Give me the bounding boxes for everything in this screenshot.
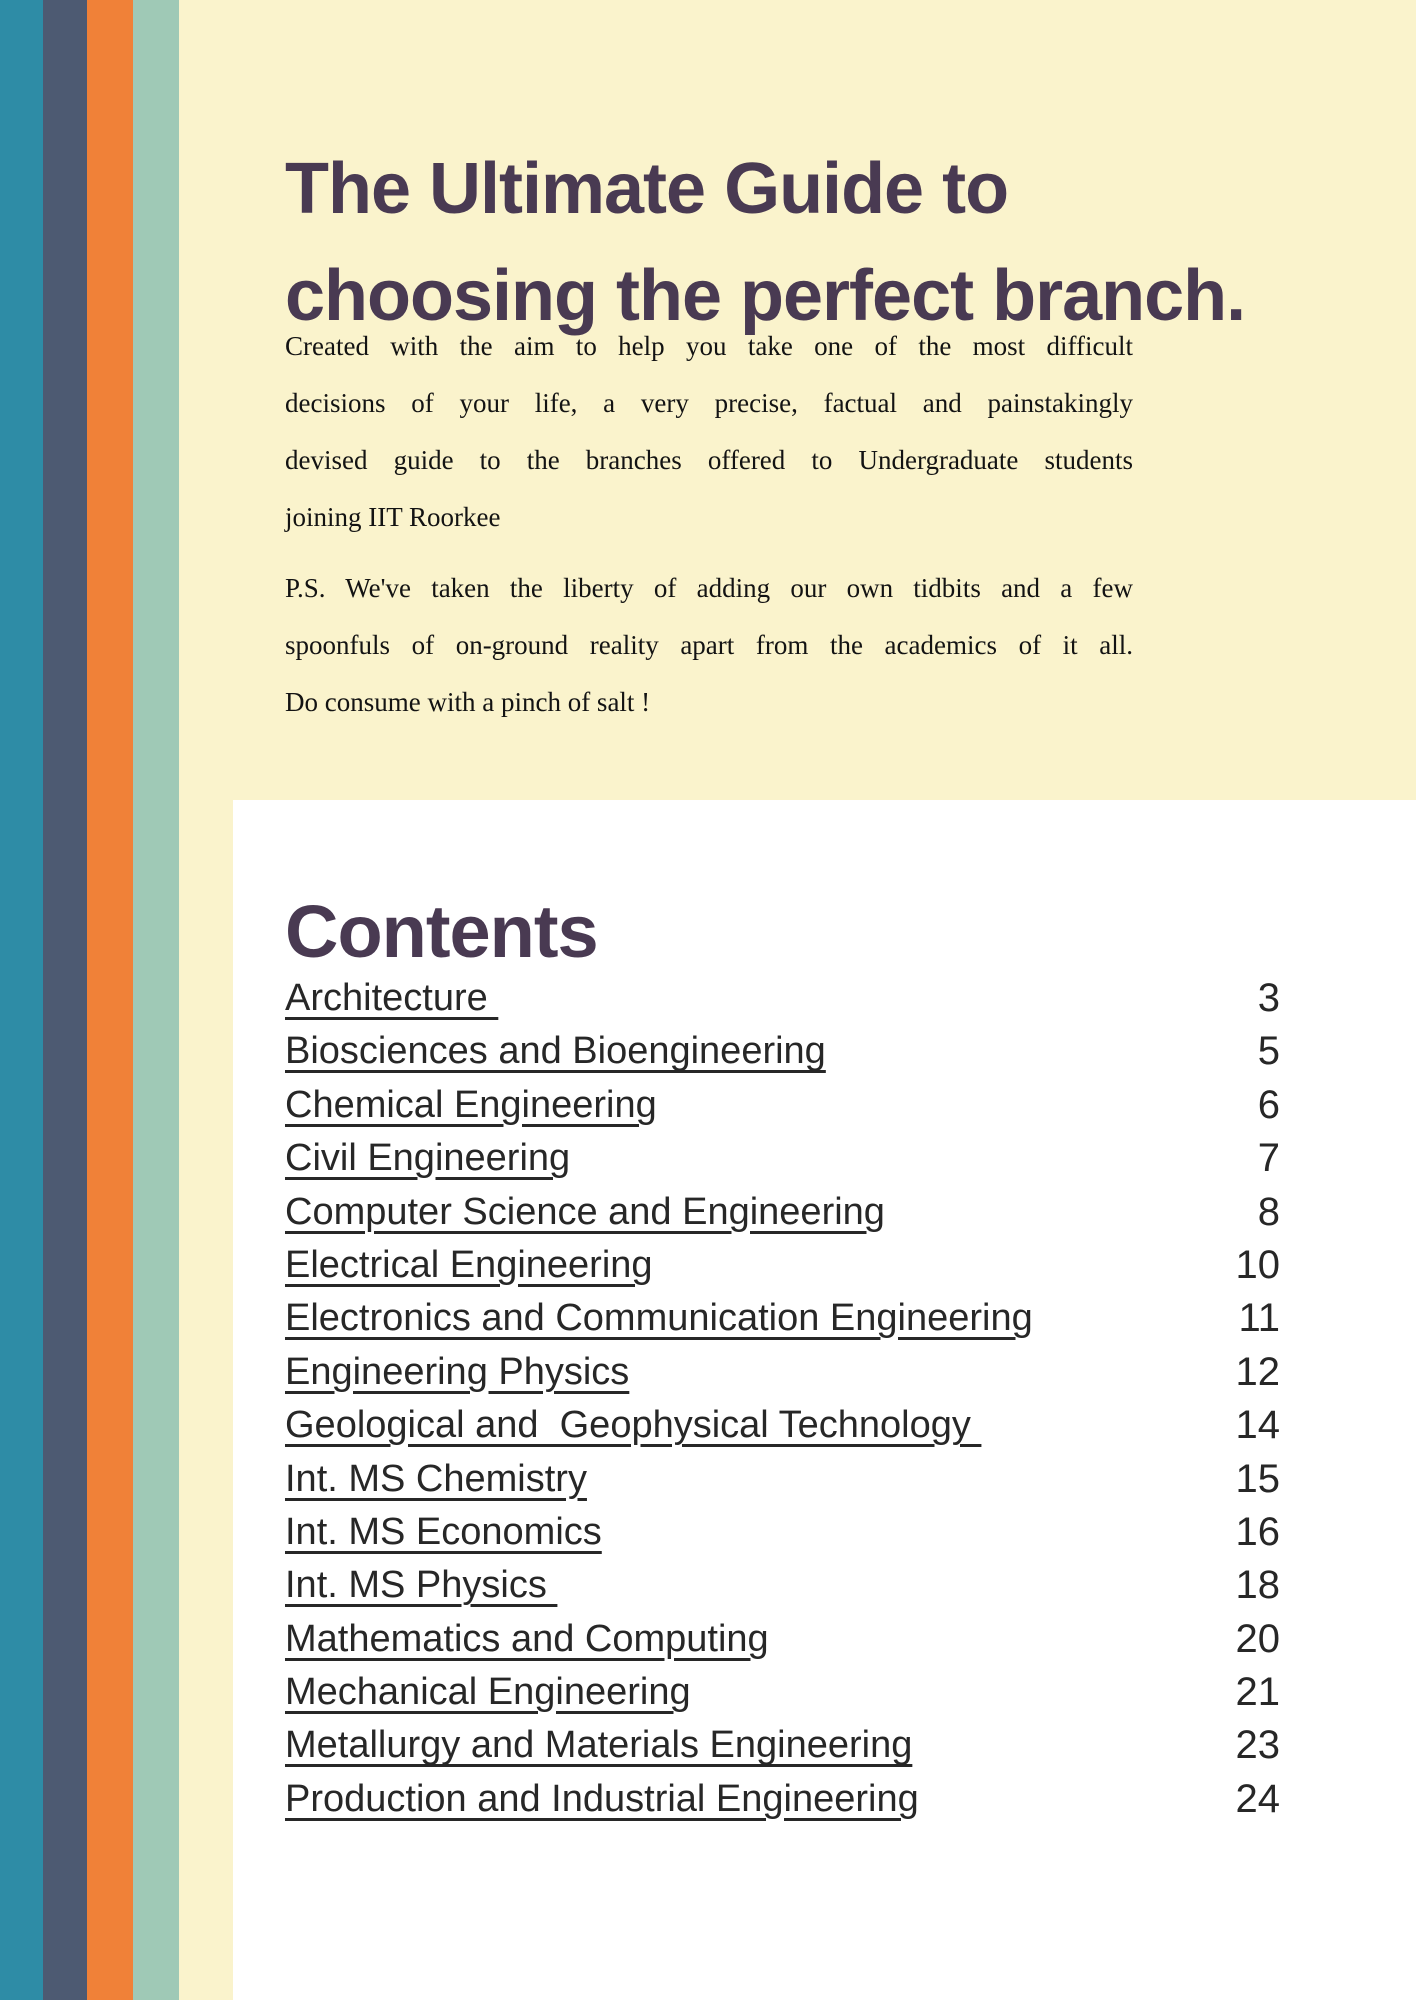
toc-entry [285,1506,1280,1559]
toc-entry [285,1559,1280,1612]
toc-entry [285,1399,1280,1452]
toc-entry [285,1292,1280,1345]
toc-page-number: 5 [1257,1029,1280,1074]
toc-entry [285,1079,1280,1132]
toc-link[interactable]: Int. MS Economics [285,1510,602,1553]
toc-entry [285,1186,1280,1239]
toc-page-number: 8 [1257,1189,1280,1234]
intro-text [285,318,1133,745]
toc-page-number: 23 [1235,1723,1280,1768]
intro-paragraph [285,560,1133,731]
toc-page-number: 20 [1235,1616,1280,1661]
toc-entry [285,1239,1280,1292]
paragraph-line: joining IIT Roorkee [285,502,501,532]
toc-link[interactable]: Computer Science and Engineering [285,1190,885,1233]
toc-page-number: 11 [1238,1296,1280,1341]
toc-link[interactable]: Electronics and Communication Engineering [285,1297,1033,1340]
toc-entry [285,972,1280,1025]
toc-entry [285,1346,1280,1399]
toc-entry [285,1025,1280,1078]
paragraph-line: P.S. We've taken the liberty of adding our own tidbits and a few [285,573,1133,603]
toc-link[interactable]: Geological and Geophysical Technology [285,1404,982,1447]
toc-link[interactable]: Electrical Engineering [285,1243,653,1286]
toc-page-number: 18 [1235,1563,1280,1608]
stripe-slate [43,0,87,2000]
toc-page-number: 16 [1235,1509,1280,1554]
paragraph-line: decisions of your life, a very precise, factual and painstakingly [285,388,1133,418]
toc-link[interactable]: Int. MS Physics [285,1564,558,1607]
toc-page-number: 21 [1235,1670,1280,1715]
stripe-orange [87,0,133,2000]
toc-link[interactable]: Chemical Engineering [285,1083,657,1126]
contents-heading: Contents [285,890,598,974]
toc-entry [285,1453,1280,1506]
toc-entry [285,1132,1280,1185]
toc-entry [285,1773,1280,1826]
stripe-sage [133,0,179,2000]
toc-link[interactable]: Production and Industrial Engineering [285,1777,919,1820]
toc-link[interactable]: Mathematics and Computing [285,1617,769,1660]
page-title-line: choosing the perfect branch. [285,256,1246,337]
toc-link[interactable]: Engineering Physics [285,1350,630,1393]
stripe-teal [0,0,43,2000]
toc-page-number: 14 [1235,1403,1280,1448]
toc-link[interactable]: Mechanical Engineering [285,1671,691,1714]
toc-link[interactable]: Metallurgy and Materials Engineering [285,1724,913,1767]
toc-link[interactable]: Biosciences and Bioengineering [285,1030,826,1073]
page-title-line: The Ultimate Guide to [285,149,1009,230]
intro-paragraph [285,318,1133,546]
toc-page-number: 6 [1257,1082,1280,1127]
toc-page-number: 12 [1235,1349,1280,1394]
paragraph-line: spoonfuls of on-ground reality apart from the academics of it all. [285,630,1133,660]
paragraph-line: Created with the aim to help you take one of the most difficult [285,331,1133,361]
toc-link[interactable]: Civil Engineering [285,1137,571,1180]
toc-page-number: 10 [1235,1242,1280,1287]
toc-page-number: 24 [1235,1776,1280,1821]
toc-page-number: 3 [1257,976,1280,1020]
toc-entry [285,1613,1280,1666]
toc-page-number: 15 [1235,1456,1280,1501]
table-of-contents [285,972,1280,1826]
paragraph-line: devised guide to the branches offered to Undergraduate students [285,445,1133,475]
toc-page-number: 7 [1257,1136,1280,1181]
paragraph-line: Do consume with a pinch of salt ! [285,687,651,717]
toc-entry [285,1666,1280,1719]
toc-entry [285,1719,1280,1772]
toc-link[interactable]: Architecture [285,977,499,1019]
toc-link[interactable]: Int. MS Chemistry [285,1457,587,1500]
